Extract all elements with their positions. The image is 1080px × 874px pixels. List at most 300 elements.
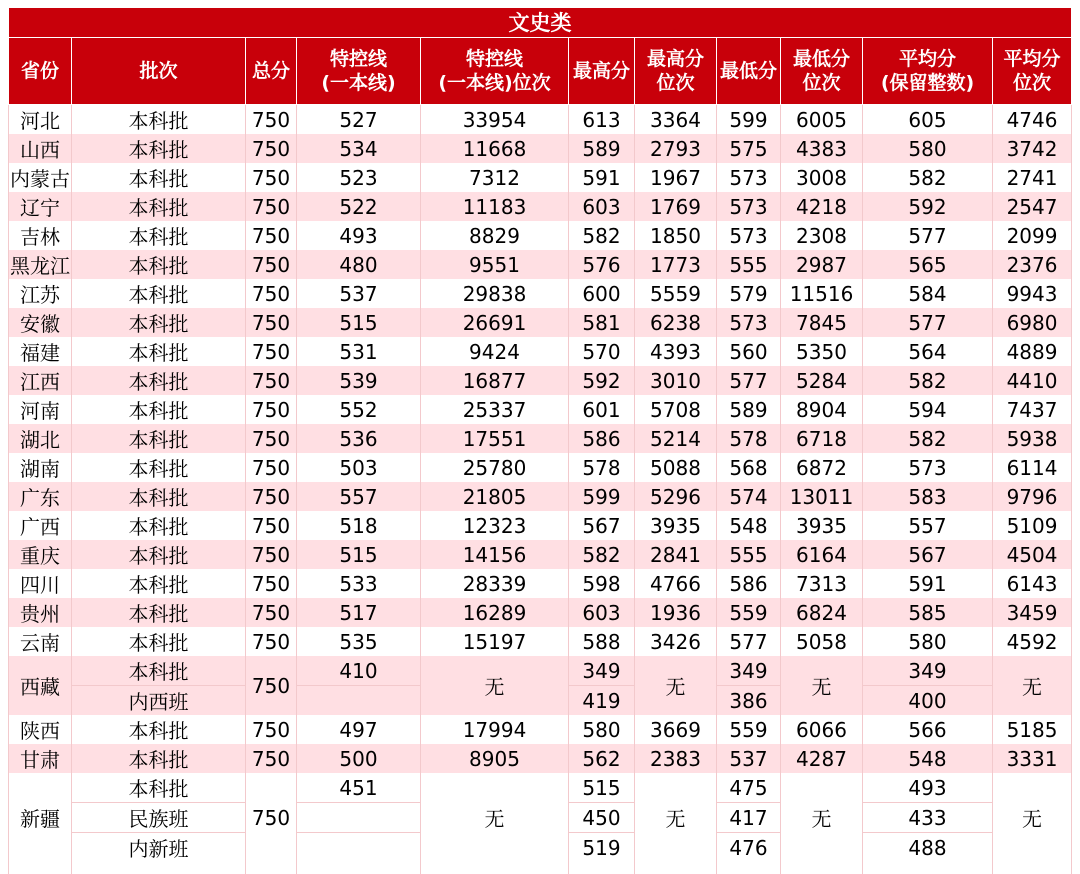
cell-max-score: 586 bbox=[569, 424, 635, 453]
cell-min-score: 555 bbox=[717, 250, 781, 279]
cell-min-score: 577 bbox=[717, 366, 781, 395]
cell-batch: 本科批 bbox=[72, 656, 246, 686]
cell-max-score: 567 bbox=[569, 511, 635, 540]
cell-province: 安徽 bbox=[9, 308, 72, 337]
cell-control-line: 536 bbox=[297, 424, 421, 453]
cell-control-line: 497 bbox=[297, 715, 421, 744]
cell-avg-score-rank: 2376 bbox=[993, 250, 1072, 279]
cell-avg-score-rank: 4410 bbox=[993, 366, 1072, 395]
cell-control-line-rank: 9551 bbox=[421, 250, 569, 279]
cell-avg-score-rank: 3459 bbox=[993, 598, 1072, 627]
table-row bbox=[9, 395, 1072, 424]
cell-avg-score: 605 bbox=[863, 105, 993, 135]
cell-province: 河南 bbox=[9, 395, 72, 424]
cell-avg-score-rank: 5938 bbox=[993, 424, 1072, 453]
cell-max-score: 603 bbox=[569, 598, 635, 627]
cell-control-line: 500 bbox=[297, 744, 421, 773]
cell-control-line-rank: 33954 bbox=[421, 105, 569, 135]
spacer-cell bbox=[569, 862, 635, 874]
cell-province: 湖南 bbox=[9, 453, 72, 482]
cell-avg-score-rank: 5185 bbox=[993, 715, 1072, 744]
cell-province: 湖北 bbox=[9, 424, 72, 453]
cell-batch: 本科批 bbox=[72, 453, 246, 482]
cell-control-line-rank: 16289 bbox=[421, 598, 569, 627]
cell-min-score-rank: 8904 bbox=[781, 395, 863, 424]
table-row bbox=[9, 105, 1072, 135]
cell-total-score: 750 bbox=[246, 192, 297, 221]
cell-min-score-rank: 4287 bbox=[781, 744, 863, 773]
cell-control-line: 539 bbox=[297, 366, 421, 395]
header-line: (一本线)位次 bbox=[438, 72, 550, 94]
cell-min-score-rank: 6872 bbox=[781, 453, 863, 482]
cell-province: 河北 bbox=[9, 105, 72, 135]
spacer-cell bbox=[297, 862, 421, 874]
cell-control-line: 410 bbox=[297, 656, 421, 686]
cell-control-line-rank: 7312 bbox=[421, 163, 569, 192]
cell-batch: 本科批 bbox=[72, 279, 246, 308]
cell-control-line: 480 bbox=[297, 250, 421, 279]
cell-total-score: 750 bbox=[246, 163, 297, 192]
cell-max-score-rank: 5214 bbox=[635, 424, 717, 453]
cell-province: 内蒙古 bbox=[9, 163, 72, 192]
cell-avg-score: 582 bbox=[863, 366, 993, 395]
cell-min-score-rank: 2308 bbox=[781, 221, 863, 250]
cell-max-score: 603 bbox=[569, 192, 635, 221]
cell-max-score-rank: 3364 bbox=[635, 105, 717, 135]
header-avg-score bbox=[863, 38, 993, 105]
cell-avg-score: 433 bbox=[863, 803, 993, 833]
table-row bbox=[9, 627, 1072, 656]
cell-control-line-rank: 无 bbox=[421, 656, 569, 715]
cell-control-line-rank: 16877 bbox=[421, 366, 569, 395]
cell-batch: 本科批 bbox=[72, 366, 246, 395]
header-line: 位次 bbox=[802, 72, 840, 94]
cell-batch: 本科批 bbox=[72, 424, 246, 453]
cell-avg-score: 580 bbox=[863, 627, 993, 656]
cell-avg-score-rank: 7437 bbox=[993, 395, 1072, 424]
cell-avg-score-rank: 9796 bbox=[993, 482, 1072, 511]
cell-max-score: 582 bbox=[569, 221, 635, 250]
cell-batch: 本科批 bbox=[72, 511, 246, 540]
header-control-line bbox=[297, 38, 421, 105]
cell-control-line: 523 bbox=[297, 163, 421, 192]
cell-max-score-rank: 3935 bbox=[635, 511, 717, 540]
cell-control-line: 522 bbox=[297, 192, 421, 221]
cell-max-score-rank: 5088 bbox=[635, 453, 717, 482]
header-max-score-rank bbox=[635, 38, 717, 105]
table-row bbox=[9, 715, 1072, 744]
cell-avg-score: 557 bbox=[863, 511, 993, 540]
cell-min-score-rank: 5350 bbox=[781, 337, 863, 366]
cell-max-score: 588 bbox=[569, 627, 635, 656]
cell-avg-score-rank: 3331 bbox=[993, 744, 1072, 773]
cell-min-score-rank: 11516 bbox=[781, 279, 863, 308]
cell-total-score: 750 bbox=[246, 715, 297, 744]
cell-total-score: 750 bbox=[246, 482, 297, 511]
cell-max-score: 613 bbox=[569, 105, 635, 135]
cell-control-line: 451 bbox=[297, 773, 421, 803]
cell-batch: 本科批 bbox=[72, 163, 246, 192]
cell-province: 山西 bbox=[9, 134, 72, 163]
cell-batch: 本科批 bbox=[72, 134, 246, 163]
cell-total-score: 750 bbox=[246, 337, 297, 366]
header-row bbox=[9, 38, 1072, 105]
header-province bbox=[9, 38, 72, 105]
cell-control-line: 515 bbox=[297, 308, 421, 337]
cell-min-score: 586 bbox=[717, 569, 781, 598]
cell-batch: 本科批 bbox=[72, 773, 246, 803]
cell-batch: 本科批 bbox=[72, 540, 246, 569]
cell-control-line-rank: 17994 bbox=[421, 715, 569, 744]
cell-batch: 本科批 bbox=[72, 627, 246, 656]
header-line: 省份 bbox=[21, 60, 59, 82]
cell-min-score: 475 bbox=[717, 773, 781, 803]
spacer-cell bbox=[717, 862, 781, 874]
cell-min-score: 417 bbox=[717, 803, 781, 833]
cell-min-score: 476 bbox=[717, 833, 781, 863]
cell-province: 四川 bbox=[9, 569, 72, 598]
cell-avg-score-rank: 4746 bbox=[993, 105, 1072, 135]
cell-avg-score: 548 bbox=[863, 744, 993, 773]
cell-min-score: 573 bbox=[717, 192, 781, 221]
cell-min-score-rank: 6005 bbox=[781, 105, 863, 135]
cell-max-score: 576 bbox=[569, 250, 635, 279]
cell-control-line-rank: 26691 bbox=[421, 308, 569, 337]
cell-province: 辽宁 bbox=[9, 192, 72, 221]
table-row bbox=[9, 453, 1072, 482]
table-row bbox=[9, 569, 1072, 598]
cell-avg-score: 582 bbox=[863, 424, 993, 453]
cell-min-score: 573 bbox=[717, 163, 781, 192]
cell-total-score: 750 bbox=[246, 424, 297, 453]
cell-max-score: 601 bbox=[569, 395, 635, 424]
cell-max-score: 591 bbox=[569, 163, 635, 192]
cell-avg-score: 488 bbox=[863, 833, 993, 863]
cell-avg-score-rank: 无 bbox=[993, 656, 1072, 715]
header-line: 最高分 bbox=[647, 48, 704, 70]
cell-total-score: 750 bbox=[246, 134, 297, 163]
cell-total-score: 750 bbox=[246, 773, 297, 862]
header-line: 特控线 bbox=[466, 48, 523, 70]
cell-avg-score-rank: 6980 bbox=[993, 308, 1072, 337]
cell-max-score: 450 bbox=[569, 803, 635, 833]
header-line: 最低分 bbox=[793, 48, 850, 70]
cell-batch: 本科批 bbox=[72, 308, 246, 337]
cell-batch: 本科批 bbox=[72, 395, 246, 424]
table-row bbox=[9, 279, 1072, 308]
header-total-score bbox=[246, 38, 297, 105]
cell-min-score: 548 bbox=[717, 511, 781, 540]
cell-max-score-rank: 无 bbox=[635, 773, 717, 862]
cell-avg-score: 577 bbox=[863, 221, 993, 250]
cell-control-line: 493 bbox=[297, 221, 421, 250]
cell-control-line-rank: 17551 bbox=[421, 424, 569, 453]
cell-control-line bbox=[297, 833, 421, 863]
cell-control-line: 557 bbox=[297, 482, 421, 511]
cell-avg-score-rank: 2741 bbox=[993, 163, 1072, 192]
cell-control-line-rank: 8905 bbox=[421, 744, 569, 773]
cell-province: 甘肃 bbox=[9, 744, 72, 773]
cell-avg-score: 585 bbox=[863, 598, 993, 627]
cell-min-score-rank: 6718 bbox=[781, 424, 863, 453]
cell-min-score: 599 bbox=[717, 105, 781, 135]
cell-min-score: 579 bbox=[717, 279, 781, 308]
cell-batch: 本科批 bbox=[72, 221, 246, 250]
cell-avg-score-rank: 2547 bbox=[993, 192, 1072, 221]
table-row bbox=[9, 773, 1072, 803]
header-min-score-rank bbox=[781, 38, 863, 105]
header-line: 最高分 bbox=[573, 60, 630, 82]
cell-province: 广西 bbox=[9, 511, 72, 540]
table-row bbox=[9, 308, 1072, 337]
cell-min-score-rank: 3008 bbox=[781, 163, 863, 192]
cell-max-score: 592 bbox=[569, 366, 635, 395]
cell-min-score: 537 bbox=[717, 744, 781, 773]
cell-province: 西藏 bbox=[9, 656, 72, 715]
cell-min-score-rank: 13011 bbox=[781, 482, 863, 511]
cell-min-score-rank: 3935 bbox=[781, 511, 863, 540]
cell-avg-score: 583 bbox=[863, 482, 993, 511]
cell-min-score: 578 bbox=[717, 424, 781, 453]
cell-max-score: 578 bbox=[569, 453, 635, 482]
cell-avg-score: 594 bbox=[863, 395, 993, 424]
cell-min-score: 386 bbox=[717, 686, 781, 716]
cell-control-line-rank: 21805 bbox=[421, 482, 569, 511]
table-row bbox=[9, 744, 1072, 773]
cell-min-score-rank: 7313 bbox=[781, 569, 863, 598]
cell-control-line bbox=[297, 803, 421, 833]
cell-province: 黑龙江 bbox=[9, 250, 72, 279]
spacer-cell bbox=[635, 862, 717, 874]
cell-control-line-rank: 11668 bbox=[421, 134, 569, 163]
cell-batch: 民族班 bbox=[72, 803, 246, 833]
cell-batch: 本科批 bbox=[72, 569, 246, 598]
header-line: 位次 bbox=[1013, 72, 1051, 94]
cell-min-score: 574 bbox=[717, 482, 781, 511]
cell-batch: 本科批 bbox=[72, 105, 246, 135]
cell-max-score-rank: 4766 bbox=[635, 569, 717, 598]
cell-max-score-rank: 1773 bbox=[635, 250, 717, 279]
cell-max-score: 419 bbox=[569, 686, 635, 716]
cell-min-score: 577 bbox=[717, 627, 781, 656]
cell-batch: 本科批 bbox=[72, 744, 246, 773]
cell-control-line-rank: 12323 bbox=[421, 511, 569, 540]
table-row bbox=[9, 656, 1072, 686]
cell-min-score: 349 bbox=[717, 656, 781, 686]
cell-batch: 本科批 bbox=[72, 715, 246, 744]
cell-total-score: 750 bbox=[246, 540, 297, 569]
cell-max-score-rank: 6238 bbox=[635, 308, 717, 337]
cell-avg-score-rank: 2099 bbox=[993, 221, 1072, 250]
cell-min-score: 560 bbox=[717, 337, 781, 366]
cell-avg-score: 400 bbox=[863, 686, 993, 716]
cell-avg-score-rank: 6143 bbox=[993, 569, 1072, 598]
cell-min-score-rank: 无 bbox=[781, 656, 863, 715]
cell-avg-score-rank: 6114 bbox=[993, 453, 1072, 482]
cell-total-score: 750 bbox=[246, 569, 297, 598]
cell-province: 新疆 bbox=[9, 773, 72, 862]
cell-total-score: 750 bbox=[246, 395, 297, 424]
spacer-cell bbox=[9, 862, 72, 874]
header-min-score bbox=[717, 38, 781, 105]
header-batch bbox=[72, 38, 246, 105]
cell-avg-score-rank: 4592 bbox=[993, 627, 1072, 656]
cell-max-score-rank: 2793 bbox=[635, 134, 717, 163]
cell-total-score: 750 bbox=[246, 105, 297, 135]
cell-control-line-rank: 25337 bbox=[421, 395, 569, 424]
cell-min-score-rank: 6824 bbox=[781, 598, 863, 627]
header-max-score bbox=[569, 38, 635, 105]
cell-total-score: 750 bbox=[246, 744, 297, 773]
cell-control-line: 503 bbox=[297, 453, 421, 482]
cell-total-score: 750 bbox=[246, 627, 297, 656]
cell-control-line: 534 bbox=[297, 134, 421, 163]
cell-max-score-rank: 5296 bbox=[635, 482, 717, 511]
cell-province: 江苏 bbox=[9, 279, 72, 308]
cell-max-score-rank: 4393 bbox=[635, 337, 717, 366]
cell-control-line: 527 bbox=[297, 105, 421, 135]
cell-max-score: 589 bbox=[569, 134, 635, 163]
cell-min-score: 568 bbox=[717, 453, 781, 482]
spacer-cell bbox=[421, 862, 569, 874]
cell-max-score-rank: 3426 bbox=[635, 627, 717, 656]
table-title: 文史类 bbox=[9, 8, 1072, 38]
cell-control-line-rank: 11183 bbox=[421, 192, 569, 221]
cell-total-score: 750 bbox=[246, 366, 297, 395]
cell-control-line: 517 bbox=[297, 598, 421, 627]
table-row bbox=[9, 134, 1072, 163]
cell-batch: 本科批 bbox=[72, 250, 246, 279]
cell-max-score: 519 bbox=[569, 833, 635, 863]
table-row bbox=[9, 163, 1072, 192]
cell-max-score-rank: 2383 bbox=[635, 744, 717, 773]
cell-batch: 本科批 bbox=[72, 482, 246, 511]
cell-max-score: 599 bbox=[569, 482, 635, 511]
cell-total-score: 750 bbox=[246, 453, 297, 482]
cell-avg-score: 592 bbox=[863, 192, 993, 221]
header-control-line-rank bbox=[421, 38, 569, 105]
cell-avg-score: 591 bbox=[863, 569, 993, 598]
header-line: 特控线 bbox=[330, 48, 387, 70]
cell-total-score: 750 bbox=[246, 511, 297, 540]
cell-avg-score: 349 bbox=[863, 656, 993, 686]
cell-control-line-rank: 8829 bbox=[421, 221, 569, 250]
table-footer-spacer bbox=[9, 862, 1072, 874]
table-row bbox=[9, 250, 1072, 279]
cell-control-line-rank: 14156 bbox=[421, 540, 569, 569]
cell-control-line-rank: 9424 bbox=[421, 337, 569, 366]
cell-max-score-rank: 5708 bbox=[635, 395, 717, 424]
cell-max-score: 581 bbox=[569, 308, 635, 337]
table-row bbox=[9, 598, 1072, 627]
cell-avg-score: 577 bbox=[863, 308, 993, 337]
cell-control-line-rank: 28339 bbox=[421, 569, 569, 598]
header-line: (一本线) bbox=[321, 72, 395, 94]
table-body bbox=[9, 105, 1072, 874]
cell-avg-score: 567 bbox=[863, 540, 993, 569]
cell-min-score: 573 bbox=[717, 308, 781, 337]
cell-max-score: 349 bbox=[569, 656, 635, 686]
cell-total-score: 750 bbox=[246, 308, 297, 337]
table-row bbox=[9, 366, 1072, 395]
table-row bbox=[9, 482, 1072, 511]
cell-min-score-rank: 4383 bbox=[781, 134, 863, 163]
cell-control-line-rank: 29838 bbox=[421, 279, 569, 308]
cell-avg-score-rank: 无 bbox=[993, 773, 1072, 862]
cell-min-score-rank: 4218 bbox=[781, 192, 863, 221]
cell-control-line-rank: 无 bbox=[421, 773, 569, 862]
spacer-cell bbox=[246, 862, 297, 874]
cell-avg-score: 564 bbox=[863, 337, 993, 366]
cell-min-score: 573 bbox=[717, 221, 781, 250]
table-row bbox=[9, 221, 1072, 250]
header-line: 平均分 bbox=[1004, 48, 1061, 70]
cell-max-score: 562 bbox=[569, 744, 635, 773]
cell-min-score-rank: 6164 bbox=[781, 540, 863, 569]
header-line: 位次 bbox=[656, 72, 694, 94]
header-line: 平均分 bbox=[899, 48, 956, 70]
cell-total-score: 750 bbox=[246, 250, 297, 279]
cell-max-score: 600 bbox=[569, 279, 635, 308]
cell-avg-score-rank: 4504 bbox=[993, 540, 1072, 569]
cell-avg-score-rank: 3742 bbox=[993, 134, 1072, 163]
cell-province: 陕西 bbox=[9, 715, 72, 744]
spacer-cell bbox=[72, 862, 246, 874]
cell-min-score: 575 bbox=[717, 134, 781, 163]
cell-min-score-rank: 5284 bbox=[781, 366, 863, 395]
cell-min-score: 559 bbox=[717, 598, 781, 627]
cell-avg-score: 584 bbox=[863, 279, 993, 308]
cell-avg-score: 565 bbox=[863, 250, 993, 279]
cell-province: 云南 bbox=[9, 627, 72, 656]
spacer-cell bbox=[781, 862, 863, 874]
cell-max-score: 598 bbox=[569, 569, 635, 598]
cell-max-score: 582 bbox=[569, 540, 635, 569]
cell-avg-score: 566 bbox=[863, 715, 993, 744]
cell-min-score-rank: 6066 bbox=[781, 715, 863, 744]
cell-control-line: 535 bbox=[297, 627, 421, 656]
cell-avg-score-rank: 9943 bbox=[993, 279, 1072, 308]
cell-max-score-rank: 3010 bbox=[635, 366, 717, 395]
cell-min-score: 555 bbox=[717, 540, 781, 569]
cell-max-score-rank: 1967 bbox=[635, 163, 717, 192]
cell-control-line: 515 bbox=[297, 540, 421, 569]
cell-province: 广东 bbox=[9, 482, 72, 511]
cell-total-score: 750 bbox=[246, 279, 297, 308]
cell-avg-score: 582 bbox=[863, 163, 993, 192]
cell-min-score: 559 bbox=[717, 715, 781, 744]
table-row bbox=[9, 192, 1072, 221]
cell-max-score: 570 bbox=[569, 337, 635, 366]
cell-min-score-rank: 7845 bbox=[781, 308, 863, 337]
cell-province: 江西 bbox=[9, 366, 72, 395]
spacer-cell bbox=[863, 862, 993, 874]
cell-batch: 本科批 bbox=[72, 192, 246, 221]
cell-control-line-rank: 15197 bbox=[421, 627, 569, 656]
cell-max-score: 580 bbox=[569, 715, 635, 744]
cell-max-score-rank: 1769 bbox=[635, 192, 717, 221]
cell-batch: 本科批 bbox=[72, 598, 246, 627]
score-table bbox=[8, 7, 1072, 874]
cell-province: 吉林 bbox=[9, 221, 72, 250]
header-line: 批次 bbox=[139, 60, 177, 82]
cell-province: 贵州 bbox=[9, 598, 72, 627]
header-avg-score-rank bbox=[993, 38, 1072, 105]
cell-control-line: 518 bbox=[297, 511, 421, 540]
header-line: 总分 bbox=[252, 60, 290, 82]
table-row bbox=[9, 424, 1072, 453]
table-row bbox=[9, 540, 1072, 569]
